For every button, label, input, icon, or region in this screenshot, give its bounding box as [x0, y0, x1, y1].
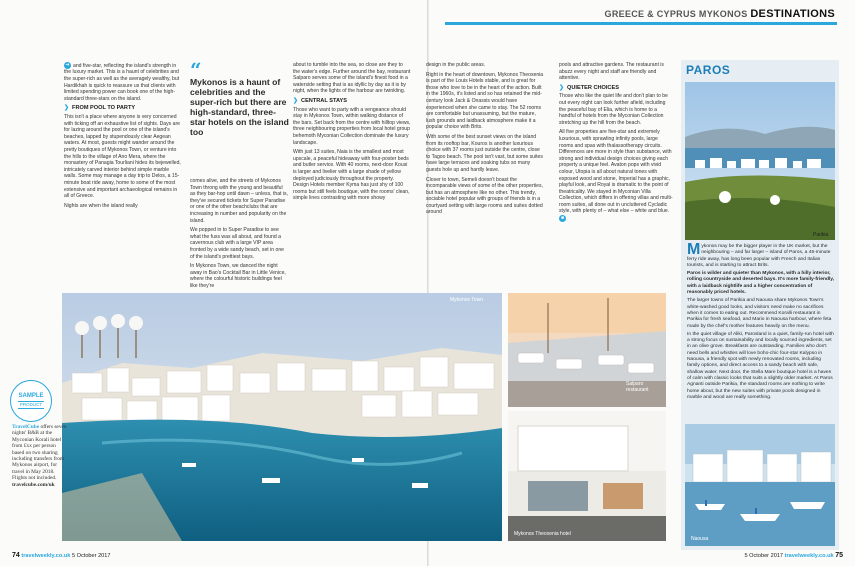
- chevron-right-icon: ❯: [559, 84, 565, 91]
- paragraph: The larger towns of Parikia and Naousa share Mykonos Town's white-washed good looks, and visitors need make no sacrifices when it comes to eating out. Recommend Koralli restaurant in Parikia for fresh seafood, and Mario in Naousa harbour, where feta made by the chef's mother features heavily on the menu.: [687, 298, 832, 329]
- paragraph: comes alive, and the streets of Mykonos Town throng with the young and beautiful as they bar-hop until dawn – unless, that is, they've secured tickets for Super Paradise or one of the other beachclubs that are increasing in number and popularity on the island.: [190, 178, 288, 224]
- footer-site: travelweekly.co.uk: [784, 553, 834, 559]
- subheading-text: CENTRAL STAYS: [301, 97, 347, 104]
- paragraph: and five-star, reflecting the island's strength in the luxury market. This is a haunt of celebrities and the super-rich as well as the averagely wealthy, but Hardikhah is quick to reassure us that clients with limited spending power can book one of the high-standard three-stars on the island.: [64, 62, 180, 102]
- article-column-1: [64, 62, 182, 212]
- sample-brand: TravelCube: [12, 424, 40, 430]
- paragraph: With some of the best sunset views on the island from its rooftop bar, Kouros is another luxurious choice with 37 rooms just outside the centre, close to Tagoo beach. The pool isn't vast, but some suites have large terraces and soaking tubs so many guests hole up and hardly leave.: [426, 133, 543, 173]
- arrow-right-icon: ➜: [65, 62, 70, 68]
- section-header-region: GREECE & CYPRUS: [604, 9, 697, 19]
- photo-caption: Naousa: [691, 536, 709, 542]
- sample-product-text: [12, 424, 68, 488]
- sample-product-badge: [10, 380, 52, 422]
- paragraph: Those who want to party with a vengeance should stay in Mykonos Town, within walking distance of the bars. Set back from the centre with hilltop views, three neighbouring properties from local hotel group behemoth Myconian Collection dominate the luxury landscape.: [293, 106, 411, 146]
- paragraph: We popped in to Super Paradise to see what the fuss was all about, and found a cavernous club with a large VIP area fronted by a wide sandy beach, set in one of the island's prettiest bays.: [190, 227, 285, 260]
- footer-date: 5 October 2017: [744, 553, 784, 559]
- paragraph: In Mykonos Town, we danced the night away in Bao's Cocktail Bar in Little Venice, where the colourful historic buildings feel like they're: [190, 263, 286, 289]
- mykonos-town-photo: [62, 293, 502, 541]
- subheading-text: QUIETER CHOICES: [567, 84, 619, 91]
- product-label: PRODUCT: [19, 402, 43, 407]
- page-number: 75: [835, 552, 843, 559]
- pull-quote-text: Mykonos is a haunt of celebrities and the super-rich but there are high-standard, three-star hotels on the island too: [190, 77, 289, 137]
- article-column-3: [293, 62, 411, 205]
- page-number: 74: [12, 552, 20, 559]
- subheading-text: FROM POOL TO PARTY: [72, 105, 136, 112]
- section-rule: [445, 22, 837, 25]
- photo-caption: Salparo restaurant: [626, 381, 649, 393]
- end-mark-icon: ■: [560, 215, 565, 222]
- footer-date: 5 October 2017: [71, 553, 111, 559]
- paros-title: PAROS: [686, 63, 731, 77]
- sample-site: travelcube.com/uk: [12, 481, 55, 488]
- paragraph: design in the public areas.: [426, 62, 486, 68]
- paragraph: In the quiet village of Aliki, Parosland is a quiet, family-run hotel with a strong focus on sustainability and locally sourced ingredients, set in an olive grove. Breakfasts are outstanding. Families who don't need bells and whistles will love boho-chic four-star Kalypso in Naousa, a friendly spot with newly renovated rooms, including family options, and direct access to a sandy beach with safe, shallow water. Next door, the Stella Mare boutique hotel is a haven of calm with classic looks that suits a slightly older market. At Paros Agnanti outside Parikia, the standard rooms are nothing to write home about, but the new suites with private pools designed in marble and wood are really something.: [687, 331, 834, 400]
- drop-cap: M: [687, 241, 701, 258]
- article-column-2: [190, 178, 288, 293]
- article-column-5: [559, 62, 673, 226]
- photo-caption: Mykonos Theoxenia hotel: [514, 531, 571, 537]
- paros-text: [687, 241, 835, 403]
- article-column-4: [426, 62, 544, 219]
- pull-quote: [190, 58, 290, 137]
- subheading: [293, 98, 411, 105]
- paragraph: ykonos may be the bigger player in the UK market, but the neighbouring – and far larger – island of Paros, a 45-minute ferry ride away, has long been popular with French and Italian tourists, and is starting to attract Brits.: [687, 244, 831, 268]
- mykonos-town-image: [62, 293, 502, 541]
- section-header-place: MYKONOS: [698, 9, 748, 19]
- parikia-photo: [685, 82, 835, 240]
- photo-caption: Mykonos Town: [450, 297, 483, 303]
- quote-mark-icon: “: [190, 58, 202, 82]
- paragraph: This isn't a place where anyone is very concerned with ticking off an exhaustive list of sights. Days are for lazing around the pool or one of the island's beaches, lapped by stupendously clear Aegean waters. At most, guests might wander around the pretty boutiques of Mykonos Town, or venture into the hills to the village of Ano Mera, where the monastery of Panagia Tourliani hides its bejewelled, intricately carved interior behind simple marble walls. Some may manage a day trip to Delos, a 15-minute boat ride away, home to some of the most extensive and important archaeological remains in all of Greece.: [64, 114, 181, 200]
- section-header-title: DESTINATIONS: [750, 8, 835, 20]
- photo-caption: Parikia: [813, 232, 829, 238]
- parikia-image: [685, 82, 835, 240]
- paragraph: Those who like the quiet life and don't plan to be out every night can look further afield, including the peaceful bay of Elia, which is home to a handful of hotels from the Myconian Collection stretching up the hill from the beach.: [559, 93, 668, 126]
- paragraph: about to tumble into the sea, so close are they to the water's edge. Further around the bay, restaurant Salparo serves some of the island's finest food in a waterside setting that is as idyllic by day as it is by night, when the lights of the harbour are twinkling.: [293, 62, 411, 95]
- subheading: [64, 105, 182, 112]
- paragraph: All five properties are five-star and extremely luxurious, with sprawling infinity pools, large rooms and spas with thalassotherapy circuits. Differences are more in style than substance, with strong and individual design choices giving each property a unique feel. Avaton pops with vivid colour, Utopia is all about natural tones with exposed wood and stone, Imperial has a graphic, playful look, and Royal is dramatic to the point of theatricality. We stayed in Myconian Villa Collection, which differs in offering villas and multi-room suites, all done out in uncluttered Cycladic style, with plenty of – what else – white and blue.: [559, 129, 673, 215]
- naousa-photo: [685, 424, 835, 546]
- naousa-image: [685, 424, 835, 546]
- paragraph: pools and attractive gardens. The restaurant is abuzz every night and staff are friendly and attentive.: [559, 62, 664, 82]
- section-header: [605, 8, 835, 20]
- chevron-right-icon: ❯: [64, 105, 70, 112]
- paragraph: Paros is wilder and quieter than Mykonos, with a hilly interior, rolling countryside and deserted bays. It's more family-friendly, with a laidback nightlife and a higher concentration of reasonably priced hotels.: [687, 271, 835, 296]
- sample-description: offers seven nights' B&B at the Myconian Korali hotel from £xx per person based on two sharing including transfers from Mykonos airport, for travel in May 2018. Flights not included.: [12, 424, 67, 482]
- salparo-photo: [508, 293, 666, 407]
- sample-label: SAMPLE: [18, 393, 44, 399]
- footer-site: travelweekly.co.uk: [21, 553, 71, 559]
- paragraph: With just 13 suites, Naia is the smallest and most upscale, a peaceful hideaway with four-poster beds and butler service. With 40 rooms, next-door Kousi is larger and livelier with a large shade of yellow deployed judiciously throughout the property. Design Hotels member Kyma has just shy of 100 rooms but still feels boutique, with the rooms' clean, simple lines contrasting with more showy: [293, 149, 410, 202]
- footer-right: [744, 552, 843, 559]
- subheading: [559, 85, 673, 92]
- paragraph: Right in the heart of downtown, Mykonos Theoxenia is part of the Louis Hotels stable, and is great for those who love to be in the heart of the action. Built in the 1960s, it's listed and so has retained the mid-century look Jack & Onassis would have experienced when she came to stay. The 52 rooms are comfortable but unassuming, but the mature, lush grounds and laidback atmosphere make it a popular choice with Brits.: [426, 71, 544, 131]
- theoxenia-image: [508, 411, 666, 541]
- paragraph: Nights are when the island really: [64, 202, 138, 209]
- paragraph: Closer to town, Semeli doesn't boast the incomparable views of some of the other properties, but has an atmosphere like no other. This trendy, sociable hotel popular with groups of friends is in a courtyard setting with large rooms and suites dotted around: [426, 176, 543, 216]
- theoxenia-photo: [508, 411, 666, 541]
- footer-left: [12, 552, 111, 559]
- chevron-right-icon: ❯: [293, 97, 299, 104]
